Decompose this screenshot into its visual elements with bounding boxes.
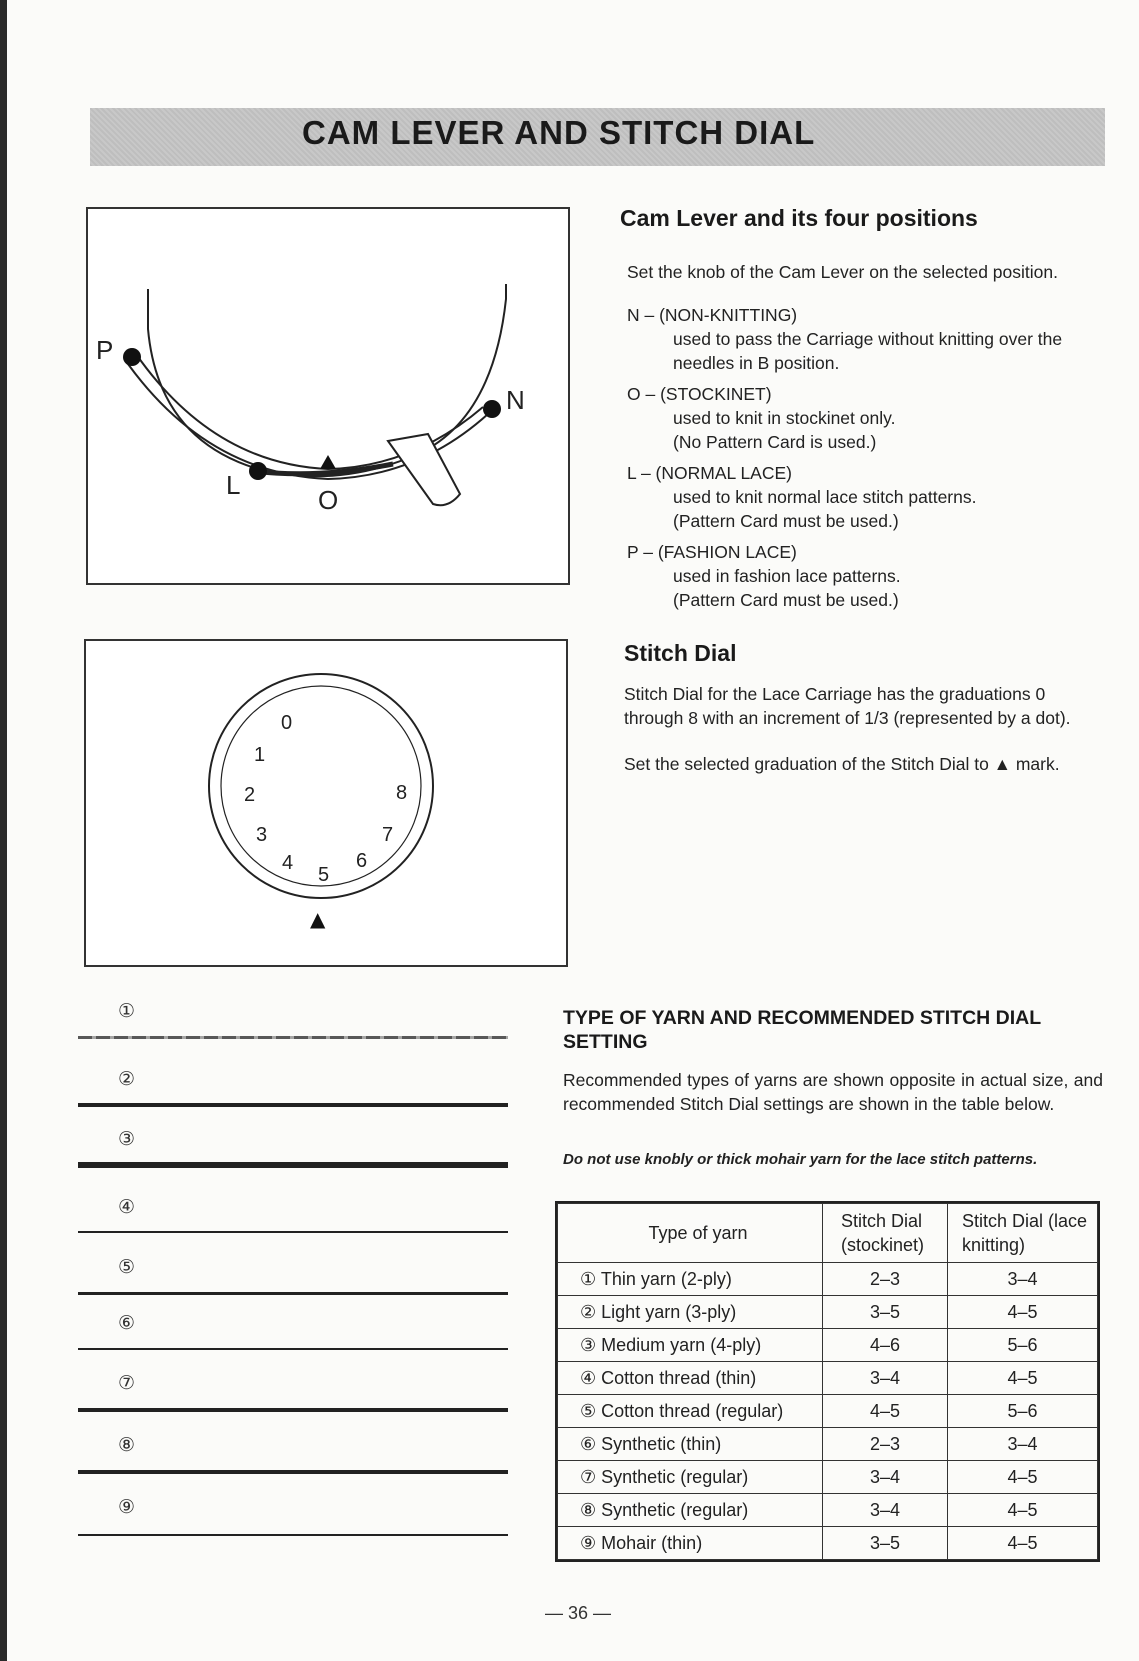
yarn-strand [78, 1036, 508, 1039]
stitch-dial-para1-line1: Stitch Dial for the Lace Carriage has the graduations 0 [624, 684, 1046, 704]
row-type: Synthetic (regular) [601, 1499, 749, 1520]
yarn-table [557, 1203, 1098, 1560]
title-bar [90, 108, 1105, 166]
dial-mark-7: 7 [382, 824, 394, 846]
yarn-sample-5 [78, 1256, 508, 1316]
row-number: ② [580, 1301, 597, 1322]
position-p-line1: used in fashion lace patterns. [673, 566, 901, 586]
dial-mark-0: 0 [281, 712, 293, 734]
row-type: Medium yarn (4-ply) [601, 1334, 762, 1355]
dial-mark-1: 1 [254, 744, 266, 766]
position-o-line2: (No Pattern Card is used.) [673, 432, 877, 452]
row-number: ③ [580, 1334, 597, 1355]
position-l-line1: used to knit normal lace stitch patterns. [673, 487, 977, 507]
lace-cell: 3–4 [948, 1428, 1098, 1461]
yarn-type-cell [558, 1395, 823, 1428]
position-n-line2: needles in B position. [673, 353, 840, 373]
row-number: ⑨ [580, 1532, 597, 1553]
header-type: Type of yarn [558, 1204, 823, 1263]
yarn-strand [78, 1231, 508, 1233]
stockinet-cell: 4–6 [823, 1329, 948, 1362]
position-l-code: L – (NORMAL LACE) [627, 463, 792, 483]
lace-cell: 4–5 [948, 1494, 1098, 1527]
stockinet-cell: 3–5 [823, 1296, 948, 1329]
label-p: P [96, 335, 114, 365]
yarn-samples [78, 1000, 508, 1560]
stitch-dial-para1 [624, 682, 1104, 730]
yarn-type-cell [558, 1296, 823, 1329]
yarn-sample-4 [78, 1196, 508, 1256]
lace-cell: 5–6 [948, 1395, 1098, 1428]
table-row [558, 1494, 1098, 1527]
label-o: O [318, 485, 339, 515]
lace-cell: 5–6 [948, 1329, 1098, 1362]
row-type: Synthetic (thin) [601, 1433, 722, 1454]
page-binding-edge [0, 0, 7, 1661]
position-dot-l [249, 462, 267, 480]
row-number: ⑥ [580, 1433, 597, 1454]
yarn-warning: Do not use knobly or thick mohair yarn for the lace stitch patterns. [563, 1151, 1038, 1168]
dial-mark-3: 3 [256, 824, 268, 846]
cam-lever-heading: Cam Lever and its four positions [620, 205, 978, 231]
yarn-type-cell [558, 1461, 823, 1494]
stitch-dial-heading: Stitch Dial [624, 640, 737, 666]
sample-number: ⑦ [118, 1373, 136, 1394]
yarn-strand [78, 1470, 508, 1474]
position-o-code: O – (STOCKINET) [627, 384, 772, 404]
position-l-line2: (Pattern Card must be used.) [673, 511, 899, 531]
dial-mark-4: 4 [282, 852, 294, 874]
table-row [558, 1362, 1098, 1395]
yarn-strand [78, 1534, 508, 1536]
header-lace: Stitch Dial (lace knitting) [948, 1204, 1098, 1263]
dial-mark-5: 5 [318, 864, 330, 886]
position-n-line1: used to pass the Carriage without knitting over the [673, 329, 1063, 349]
yarn-strand [78, 1292, 508, 1295]
yarn-sample-2 [78, 1068, 508, 1128]
sample-number: ⑨ [118, 1497, 136, 1518]
position-p [627, 540, 1107, 612]
table-row [558, 1428, 1098, 1461]
yarn-type-cell [558, 1263, 823, 1296]
stockinet-cell: 3–4 [823, 1461, 948, 1494]
yarn-type-cell [558, 1494, 823, 1527]
yarn-sample-7 [78, 1372, 508, 1432]
row-type: Cotton thread (regular) [601, 1400, 784, 1421]
page-number: — 36 — [545, 1603, 612, 1623]
row-type: Cotton thread (thin) [601, 1367, 757, 1388]
stitch-dial-figure [84, 639, 568, 967]
table-row [558, 1461, 1098, 1494]
stockinet-cell: 3–5 [823, 1527, 948, 1560]
yarn-type-cell [558, 1329, 823, 1362]
yarn-type-cell [558, 1428, 823, 1461]
position-dot-n [483, 400, 501, 418]
yarn-sample-1 [78, 1000, 508, 1060]
yarn-type-cell [558, 1362, 823, 1395]
label-n: N [506, 385, 525, 415]
row-type: Synthetic (regular) [601, 1466, 749, 1487]
row-number: ① [580, 1268, 597, 1289]
cam-lever-intro: Set the knob of the Cam Lever on the selected position. [627, 262, 1058, 282]
lace-cell: 4–5 [948, 1461, 1098, 1494]
table-row [558, 1329, 1098, 1362]
position-mark-o [320, 455, 336, 469]
stockinet-cell: 4–5 [823, 1395, 948, 1428]
sample-number: ① [118, 1001, 136, 1022]
stockinet-cell: 3–4 [823, 1494, 948, 1527]
position-p-line2: (Pattern Card must be used.) [673, 590, 899, 610]
lace-cell: 4–5 [948, 1296, 1098, 1329]
lace-cell: 3–4 [948, 1263, 1098, 1296]
position-o-line1: used to knit in stockinet only. [673, 408, 896, 428]
row-number: ④ [580, 1367, 597, 1388]
position-l [627, 461, 1107, 533]
lace-cell: 4–5 [948, 1362, 1098, 1395]
header-stockinet: Stitch Dial (stockinet) [823, 1204, 948, 1263]
cam-lever-figure [86, 207, 570, 585]
position-n-code: N – (NON-KNITTING) [627, 305, 798, 325]
yarn-sample-8 [78, 1434, 508, 1494]
row-number: ⑧ [580, 1499, 597, 1520]
sample-number: ③ [118, 1129, 136, 1150]
dial-mark-2: 2 [244, 784, 256, 806]
sample-number: ⑧ [118, 1435, 136, 1456]
stockinet-cell: 3–4 [823, 1362, 948, 1395]
lace-cell: 4–5 [948, 1527, 1098, 1560]
yarn-table-header-row [558, 1204, 1098, 1263]
position-p-code: P – (FASHION LACE) [627, 542, 797, 562]
table-row [558, 1527, 1098, 1560]
stitch-dial-para1-line2: through 8 with an increment of 1/3 (represented by a dot). [624, 708, 1071, 728]
table-row [558, 1296, 1098, 1329]
label-l: L [226, 470, 241, 500]
table-row [558, 1395, 1098, 1428]
sample-number: ⑤ [118, 1257, 136, 1278]
dial-pointer: ▲ [310, 907, 326, 931]
yarn-type-cell [558, 1527, 823, 1560]
dial-mark-8: 8 [396, 782, 408, 804]
position-o [627, 382, 1107, 454]
stitch-dial-para2: Set the selected graduation of the Stitch Dial to ▲ mark. [624, 754, 1060, 774]
yarn-sample-3 [78, 1128, 508, 1188]
yarn-strand [78, 1408, 508, 1412]
yarn-strand [78, 1103, 508, 1107]
sample-number: ⑥ [118, 1313, 136, 1334]
yarn-section-intro: Recommended types of yarns are shown opposite in actual size, and recommended Stitch Dial settings are shown in the table below. [563, 1070, 1103, 1114]
yarn-section-heading: TYPE OF YARN AND RECOMMENDED STITCH DIAL SETTING [563, 1007, 1041, 1053]
dial-mark-6: 6 [356, 850, 368, 872]
position-n [627, 303, 1107, 375]
row-type: Light yarn (3-ply) [601, 1301, 737, 1322]
stitch-dial-diagram [86, 641, 570, 969]
position-dot-p [123, 348, 141, 366]
row-type: Mohair (thin) [601, 1532, 703, 1553]
yarn-strand [78, 1162, 508, 1168]
yarn-strand [78, 1348, 508, 1350]
row-number: ⑤ [580, 1400, 597, 1421]
table-row [558, 1263, 1098, 1296]
sample-number: ④ [118, 1197, 136, 1218]
stockinet-cell: 2–3 [823, 1263, 948, 1296]
page-title: CAM LEVER AND STITCH DIAL [302, 114, 816, 151]
row-type: Thin yarn (2-ply) [600, 1268, 732, 1289]
row-number: ⑦ [580, 1466, 597, 1487]
stockinet-cell: 2–3 [823, 1428, 948, 1461]
sample-number: ② [118, 1069, 136, 1090]
cam-lever-diagram [88, 209, 572, 587]
yarn-sample-9 [78, 1496, 508, 1556]
yarn-sample-6 [78, 1312, 508, 1372]
